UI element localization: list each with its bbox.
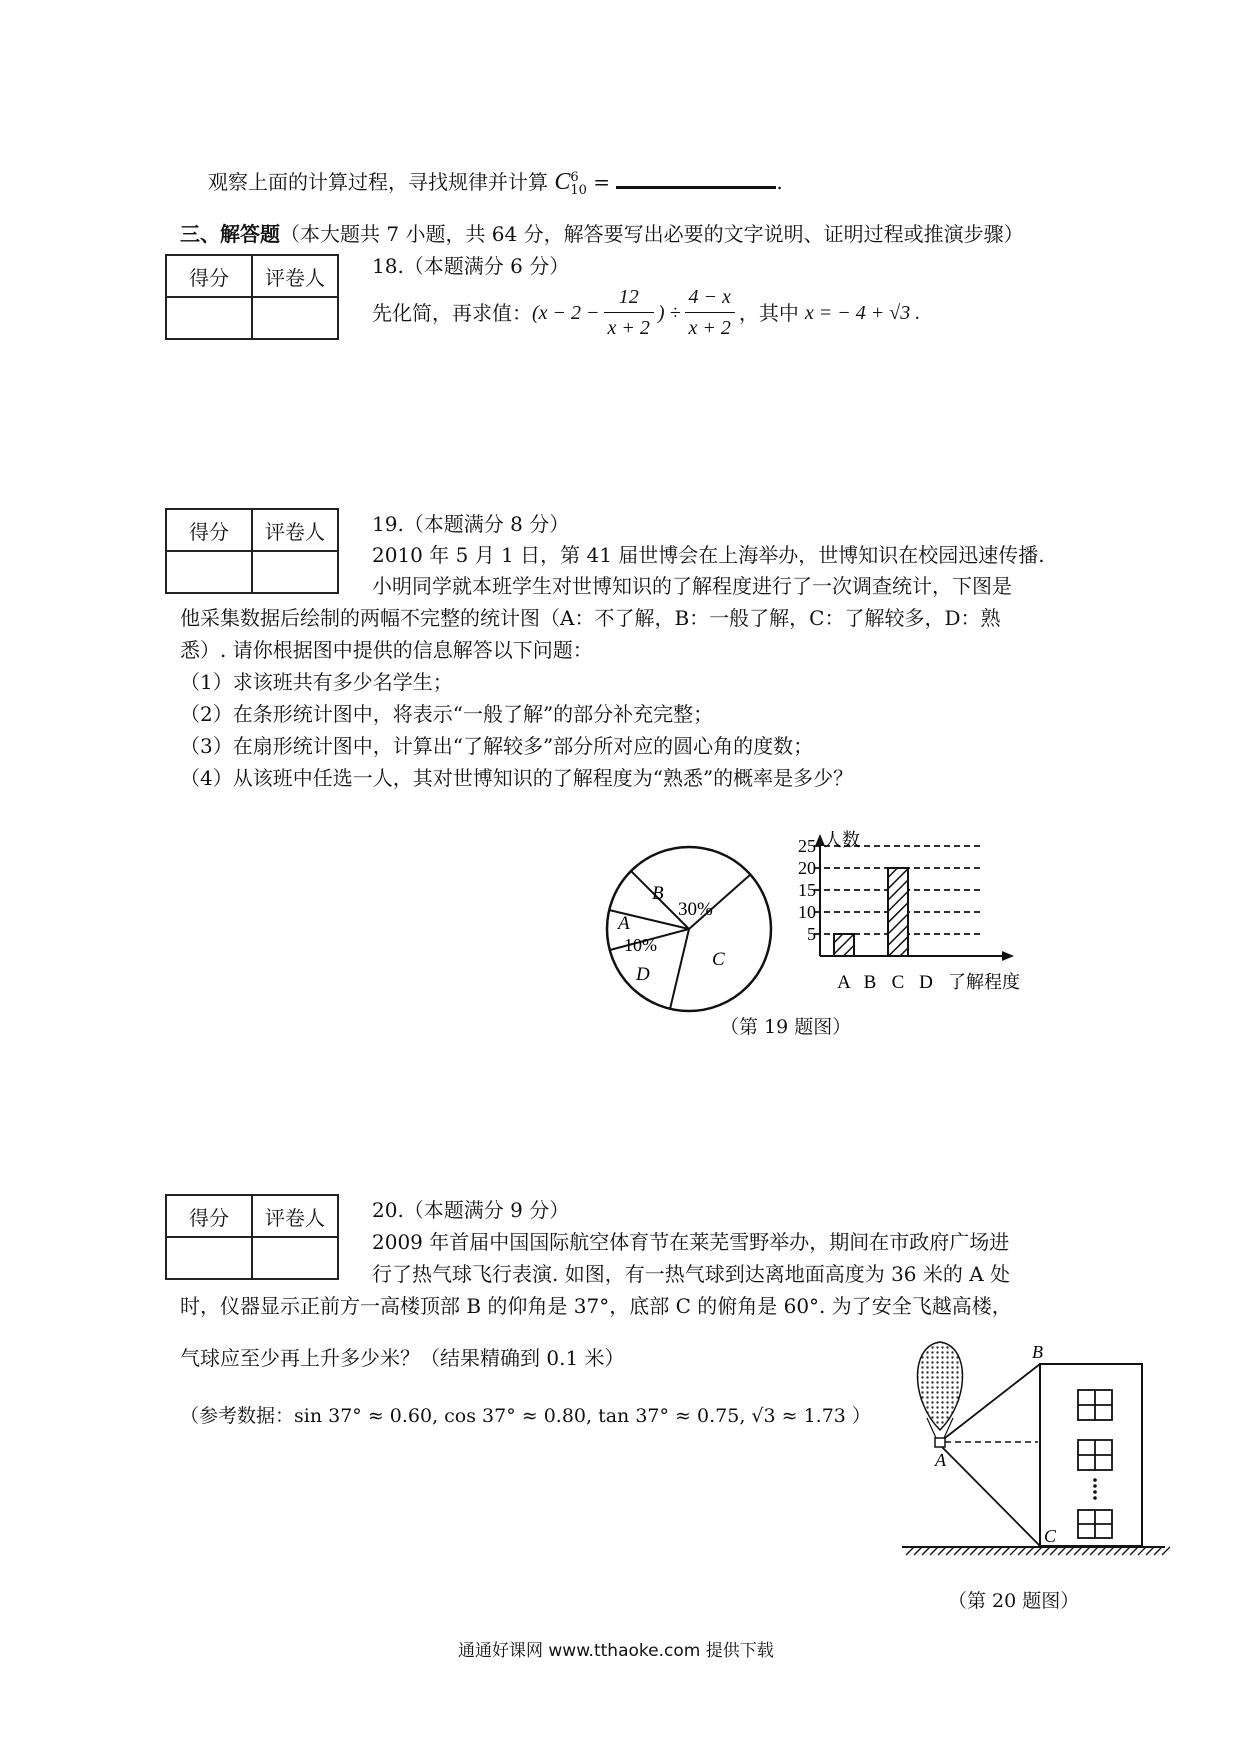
q18-suffix-text: ，其中 [738, 300, 799, 325]
pie-value-a: 10% [624, 935, 657, 955]
pie-label-a: A [618, 913, 630, 934]
q19-figure-caption: （第 19 题图） [720, 1016, 852, 1038]
q19-item-3: （3）在扇形统计图中，计算出“了解较多”部分所对应的圆心角的度数； [180, 734, 814, 758]
score-cell[interactable] [166, 1237, 252, 1279]
balloon-figure [880, 1320, 1170, 1580]
section-title: 三、解答题 [180, 222, 280, 246]
hatch-stroke [1074, 1547, 1082, 1555]
q18-expression [372, 282, 920, 343]
x-tick-label: A [837, 972, 851, 993]
y-tick-label: 5 [807, 924, 816, 944]
building-window [1078, 1440, 1112, 1470]
hatch-stroke [1138, 1547, 1146, 1555]
y-tick-label: 10 [798, 902, 816, 922]
hatch-stroke [946, 1547, 954, 1555]
hatch-stroke [1162, 1547, 1170, 1555]
q19-title: 19.（本题满分 8 分） [372, 512, 570, 536]
q18-frac2-den: x + 2 [688, 317, 731, 339]
hatch-stroke [1122, 1547, 1130, 1555]
pie-label-c: C [712, 949, 725, 970]
label-b: B [1032, 1342, 1043, 1362]
score-label: 得分 [166, 255, 252, 297]
label-c: C [1044, 1526, 1057, 1546]
hatch-stroke [1018, 1547, 1026, 1555]
q19-line3: 他采集数据后绘制的两幅不完整的统计图（A：不了解，B：一般了解，C：了解较多，D：熟 [180, 606, 1001, 630]
label-a: A [935, 1450, 946, 1470]
sight-line-c [942, 1447, 1040, 1546]
grader-label: 评卷人 [252, 1195, 338, 1237]
q19-line1: 2010 年 5 月 1 日，第 41 届世博会在上海举办，世博知识在校园迅速传播. [372, 543, 1045, 567]
q19-item-4: （4）从该班中任选一人，其对世博知识的了解程度为“熟悉”的概率是多少？ [180, 766, 854, 790]
pie-value-b: 30% [678, 899, 713, 920]
grader-cell[interactable] [252, 297, 338, 339]
hatch-stroke [1034, 1547, 1042, 1555]
building-window [1078, 1510, 1112, 1538]
ground-hatch [906, 1547, 1170, 1555]
x-axis-title: 了解程度 [948, 972, 1020, 993]
q18-frac1-den: x + 2 [607, 317, 650, 339]
score-table-q19 [165, 508, 339, 594]
hatch-stroke [978, 1547, 986, 1555]
y-tick-label: 20 [798, 858, 816, 878]
hatch-stroke [1066, 1547, 1074, 1555]
q20-title: 20.（本题满分 9 分） [372, 1198, 570, 1222]
balloon-envelope [918, 1342, 963, 1430]
section-note: （本大题共 7 小题，共 64 分，解答要写出必要的文字说明、证明过程或推演步骤） [280, 222, 1024, 246]
hatch-stroke [1154, 1547, 1162, 1555]
q19-item-1: （1）求该班共有多少名学生； [180, 670, 453, 694]
hatch-stroke [1106, 1547, 1114, 1555]
hatch-stroke [1114, 1547, 1122, 1555]
y-tick-label: 15 [798, 880, 816, 900]
hatch-stroke [986, 1547, 994, 1555]
q20-figure-caption: （第 20 题图） [948, 1590, 1080, 1612]
q18-frac2-num: 4 − x [685, 282, 735, 313]
hatch-stroke [1130, 1547, 1138, 1555]
q18-expr-mid: ) ÷ [657, 301, 681, 324]
score-label: 得分 [166, 1195, 252, 1237]
formula-line-text: 观察上面的计算过程，寻找规律并计算 [208, 170, 548, 194]
q20-reference-data: （参考数据：sin 37° ≈ 0.60, cos 37° ≈ 0.80, tan 37° ≈ 0.75, √3 ≈ 1.73 ） [180, 1405, 871, 1427]
q19-line2: 小明同学就本班学生对世博知识的了解程度进行了一次调查统计，下图是 [372, 574, 1012, 598]
q20-line4: 气球应至少再上升多少米？（结果精确到 0.1 米） [180, 1346, 625, 1370]
balloon-basket [935, 1438, 945, 1447]
q18-condition: x = − 4 + √3 . [804, 301, 921, 324]
hatch-stroke [1146, 1547, 1154, 1555]
grader-cell[interactable] [252, 551, 338, 593]
x-tick-label: B [863, 972, 877, 993]
score-cell[interactable] [166, 551, 252, 593]
pie-label-b: B [652, 883, 664, 904]
q18-expr-open: (x − 2 − [532, 301, 600, 324]
hatch-stroke [962, 1547, 970, 1555]
q18-fraction-2 [685, 282, 735, 343]
combination-sub: 10 [570, 182, 587, 198]
y-axis-title: 人数 [824, 830, 860, 851]
bar-chart [780, 826, 1040, 1002]
hatch-stroke [1090, 1547, 1098, 1555]
grader-cell[interactable] [252, 1237, 338, 1279]
hatch-stroke [954, 1547, 962, 1555]
bar-a [834, 934, 854, 956]
hatch-stroke [1082, 1547, 1090, 1555]
x-axis-arrow [1002, 951, 1014, 961]
score-cell[interactable] [166, 297, 252, 339]
page-footer: 通通好课网 www.tthaoke.com 提供下载 [458, 1641, 774, 1661]
building-window [1078, 1390, 1112, 1420]
combination-symbol: C [554, 169, 571, 195]
hatch-stroke [1058, 1547, 1066, 1555]
hatch-stroke [922, 1547, 930, 1555]
hatch-stroke [1098, 1547, 1106, 1555]
hatch-stroke [1050, 1547, 1058, 1555]
score-label: 得分 [166, 509, 252, 551]
q18-title: 18.（本题满分 6 分） [372, 254, 570, 278]
hatch-stroke [970, 1547, 978, 1555]
hatch-stroke [994, 1547, 1002, 1555]
answer-blank[interactable] [616, 166, 776, 189]
hatch-stroke [906, 1547, 914, 1555]
hatch-stroke [1002, 1547, 1010, 1555]
bar-c [888, 868, 908, 956]
score-table-q18 [165, 254, 339, 340]
score-table-q20 [165, 1194, 339, 1280]
q20-line1: 2009 年首届中国国际航空体育节在莱芜雪野举办，期间在市政府广场进 [372, 1230, 1010, 1254]
q19-item-2: （2）在条形统计图中，将表示“一般了解”的部分补充完整； [180, 702, 714, 726]
section-heading [180, 220, 1024, 248]
equals-sign: = [593, 170, 611, 194]
hatch-stroke [1010, 1547, 1018, 1555]
pie-label-d: D [636, 964, 650, 985]
y-tick-label: 25 [798, 836, 816, 856]
q19-line4: 悉）. 请你根据图中提供的信息解答以下问题： [180, 638, 593, 662]
q18-prefix: 先化简，再求值： [372, 300, 532, 325]
formula-line [208, 166, 783, 197]
q18-fraction-1 [604, 282, 654, 343]
q20-line3: 时，仪器显示正前方一高楼顶部 B 的仰角是 37°，底部 C 的俯角是 60°. 为了安全飞越高楼， [180, 1294, 1012, 1318]
x-tick-label: D [919, 972, 933, 993]
line-end-dot: . [776, 170, 783, 194]
hatch-stroke [914, 1547, 922, 1555]
x-tick-label: C [891, 972, 905, 993]
pie-chart [600, 840, 780, 1020]
combination-sup: 6 [570, 169, 579, 185]
pie-divider [670, 929, 689, 1009]
q18-frac1-num: 12 [604, 282, 654, 313]
hatch-stroke [1042, 1547, 1050, 1555]
hatch-stroke [1026, 1547, 1034, 1555]
grader-label: 评卷人 [252, 509, 338, 551]
hatch-stroke [938, 1547, 946, 1555]
q20-line2: 行了热气球飞行表演. 如图，有一热气球到达离地面高度为 36 米的 A 处 [372, 1262, 1011, 1286]
grader-label: 评卷人 [252, 255, 338, 297]
hatch-stroke [930, 1547, 938, 1555]
